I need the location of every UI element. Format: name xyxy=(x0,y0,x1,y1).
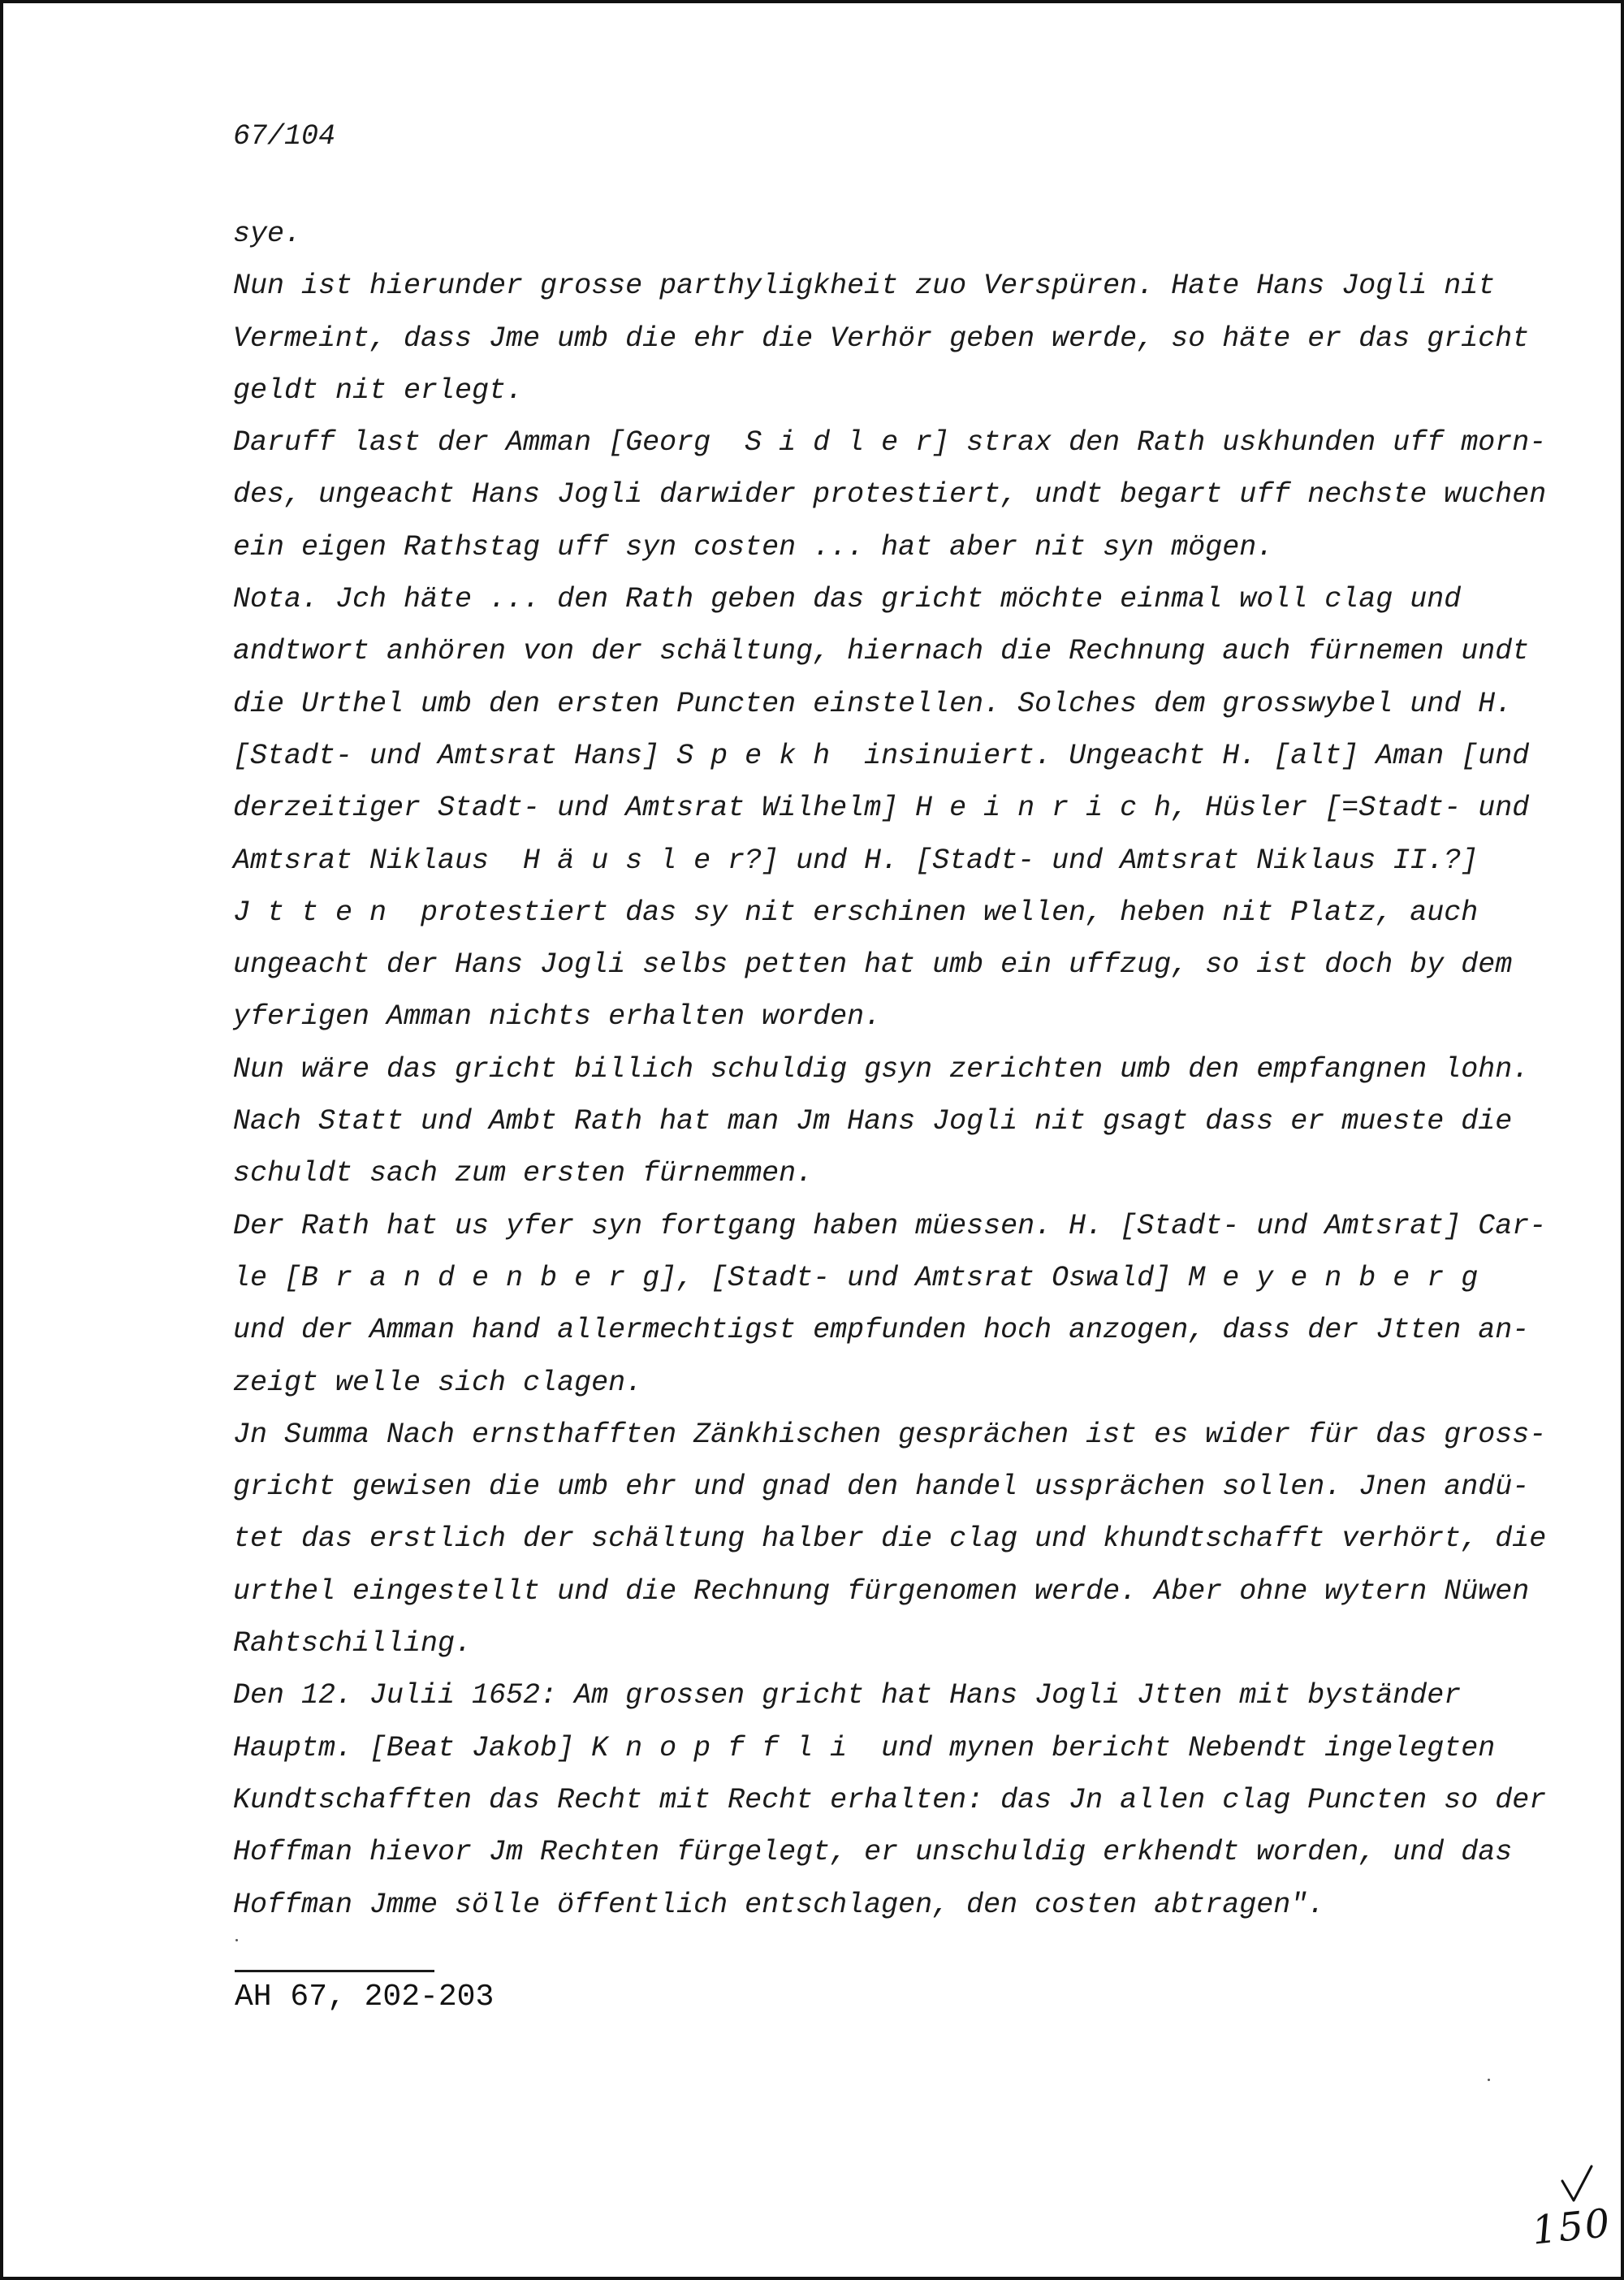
text-line: Vermeint, dass Jme umb die ehr die Verhör geben werde, so häte er das gricht xyxy=(233,322,1530,355)
text-line: Hauptm. [Beat Jakob] K n o p f f l i und mynen bericht Nebendt ingelegten xyxy=(233,1731,1496,1764)
text-line: [Stadt- und Amtsrat Hans] S p e k h insinuiert. Ungeacht H. [alt] Aman [und xyxy=(233,739,1530,772)
folio-number: 150 xyxy=(1530,2200,1613,2254)
text-line: des, ungeacht Hans Jogli darwider protestiert, undt begart uff nechste wuchen xyxy=(233,478,1547,512)
text-line: Den 12. Julii 1652: Am grossen gricht hat Hans Jogli Jtten mit byständer xyxy=(233,1679,1462,1712)
text-line: Der Rath hat us yfer syn fortgang haben müessen. H. [Stadt- und Amtsrat] Car- xyxy=(233,1209,1547,1242)
text-line: Hoffman Jmme sölle öffentlich entschlagen, den costen abtragen". xyxy=(233,1888,1325,1921)
text-line: und der Amman hand allermechtigst empfunden hoch anzogen, dass der Jtten an- xyxy=(233,1314,1530,1347)
text-line: tet das erstlich der schältung halber die clag und khundtschafft verhört, die xyxy=(233,1522,1547,1556)
text-line: zeigt welle sich clagen. xyxy=(233,1366,643,1399)
text-line: Jn Summa Nach ernsthafften Zänkhischen gesprächen ist es wider für das gross- xyxy=(233,1418,1547,1451)
text-line: sye. xyxy=(233,218,302,250)
text-line: Daruff last der Amman [Georg S i d l e r] strax den Rath uskhunden uff morn- xyxy=(233,426,1547,460)
text-line: Nun ist hierunder grosse parthyligkheit zuo Verspüren. Hate Hans Jogli nit xyxy=(233,270,1496,303)
footnote-divider xyxy=(235,1970,434,1972)
text-line: Hoffman hievor Jm Rechten fürgelegt, er unschuldig erkhendt worden, und das xyxy=(233,1836,1513,1869)
text-line: die Urthel umb den ersten Puncten einstellen. Solches dem grosswybel und H. xyxy=(233,687,1513,720)
text-line: Kundtschafften das Recht mit Recht erhalten: das Jn allen clag Puncten so der xyxy=(233,1783,1547,1816)
page-reference: 67/104 xyxy=(233,120,336,153)
stray-mark xyxy=(1488,2079,1490,2081)
checkmark-icon xyxy=(1557,2163,1596,2205)
text-line: Nun wäre das gricht billich schuldig gsyn zerichten umb den empfangnen lohn. xyxy=(233,1052,1530,1086)
text-line: Amtsrat Niklaus H ä u s l e r?] und H. [Stadt- und Amtsrat Niklaus II.?] xyxy=(233,844,1479,877)
stray-mark xyxy=(235,1939,238,1941)
text-line: gricht gewisen die umb ehr und gnad den handel ussprächen sollen. Jnen andü- xyxy=(233,1470,1530,1504)
text-line: urthel eingestellt und die Rechnung fürgenomen werde. Aber ohne wytern Nüwen xyxy=(233,1574,1530,1608)
text-line: geldt nit erlegt. xyxy=(233,374,524,407)
text-line: ungeacht der Hans Jogli selbs petten hat umb ein uffzug, so ist doch by dem xyxy=(233,948,1513,982)
text-line: Nota. Jch häte ... den Rath geben das gricht möchte einmal woll clag und xyxy=(233,583,1462,616)
text-line: Nach Statt und Ambt Rath hat man Jm Hans Jogli nit gsagt dass er mueste die xyxy=(233,1105,1513,1138)
text-line: le [B r a n d e n b e r g], [Stadt- und Amtsrat Oswald] M e y e n b e r g xyxy=(233,1261,1479,1294)
text-line: J t t e n protestiert das sy nit erschinen wellen, heben nit Platz, auch xyxy=(233,896,1479,929)
text-line: Rahtschilling. xyxy=(233,1627,473,1660)
text-line: yferigen Amman nichts erhalten worden. xyxy=(233,1000,882,1034)
text-line: ein eigen Rathstag uff syn costen ... hat aber nit syn mögen. xyxy=(233,530,1274,564)
text-line: schuldt sach zum ersten fürnemmen. xyxy=(233,1157,814,1190)
text-line: andtwort anhören von der schältung, hiernach die Rechnung auch fürnemen undt xyxy=(233,635,1530,668)
text-line: derzeitiger Stadt- und Amtsrat Wilhelm] H e i n r i c h, Hüsler [=Stadt- und xyxy=(233,792,1530,825)
body-text xyxy=(233,208,1547,1931)
footnote-citation: AH 67, 202-203 xyxy=(235,1980,495,2014)
